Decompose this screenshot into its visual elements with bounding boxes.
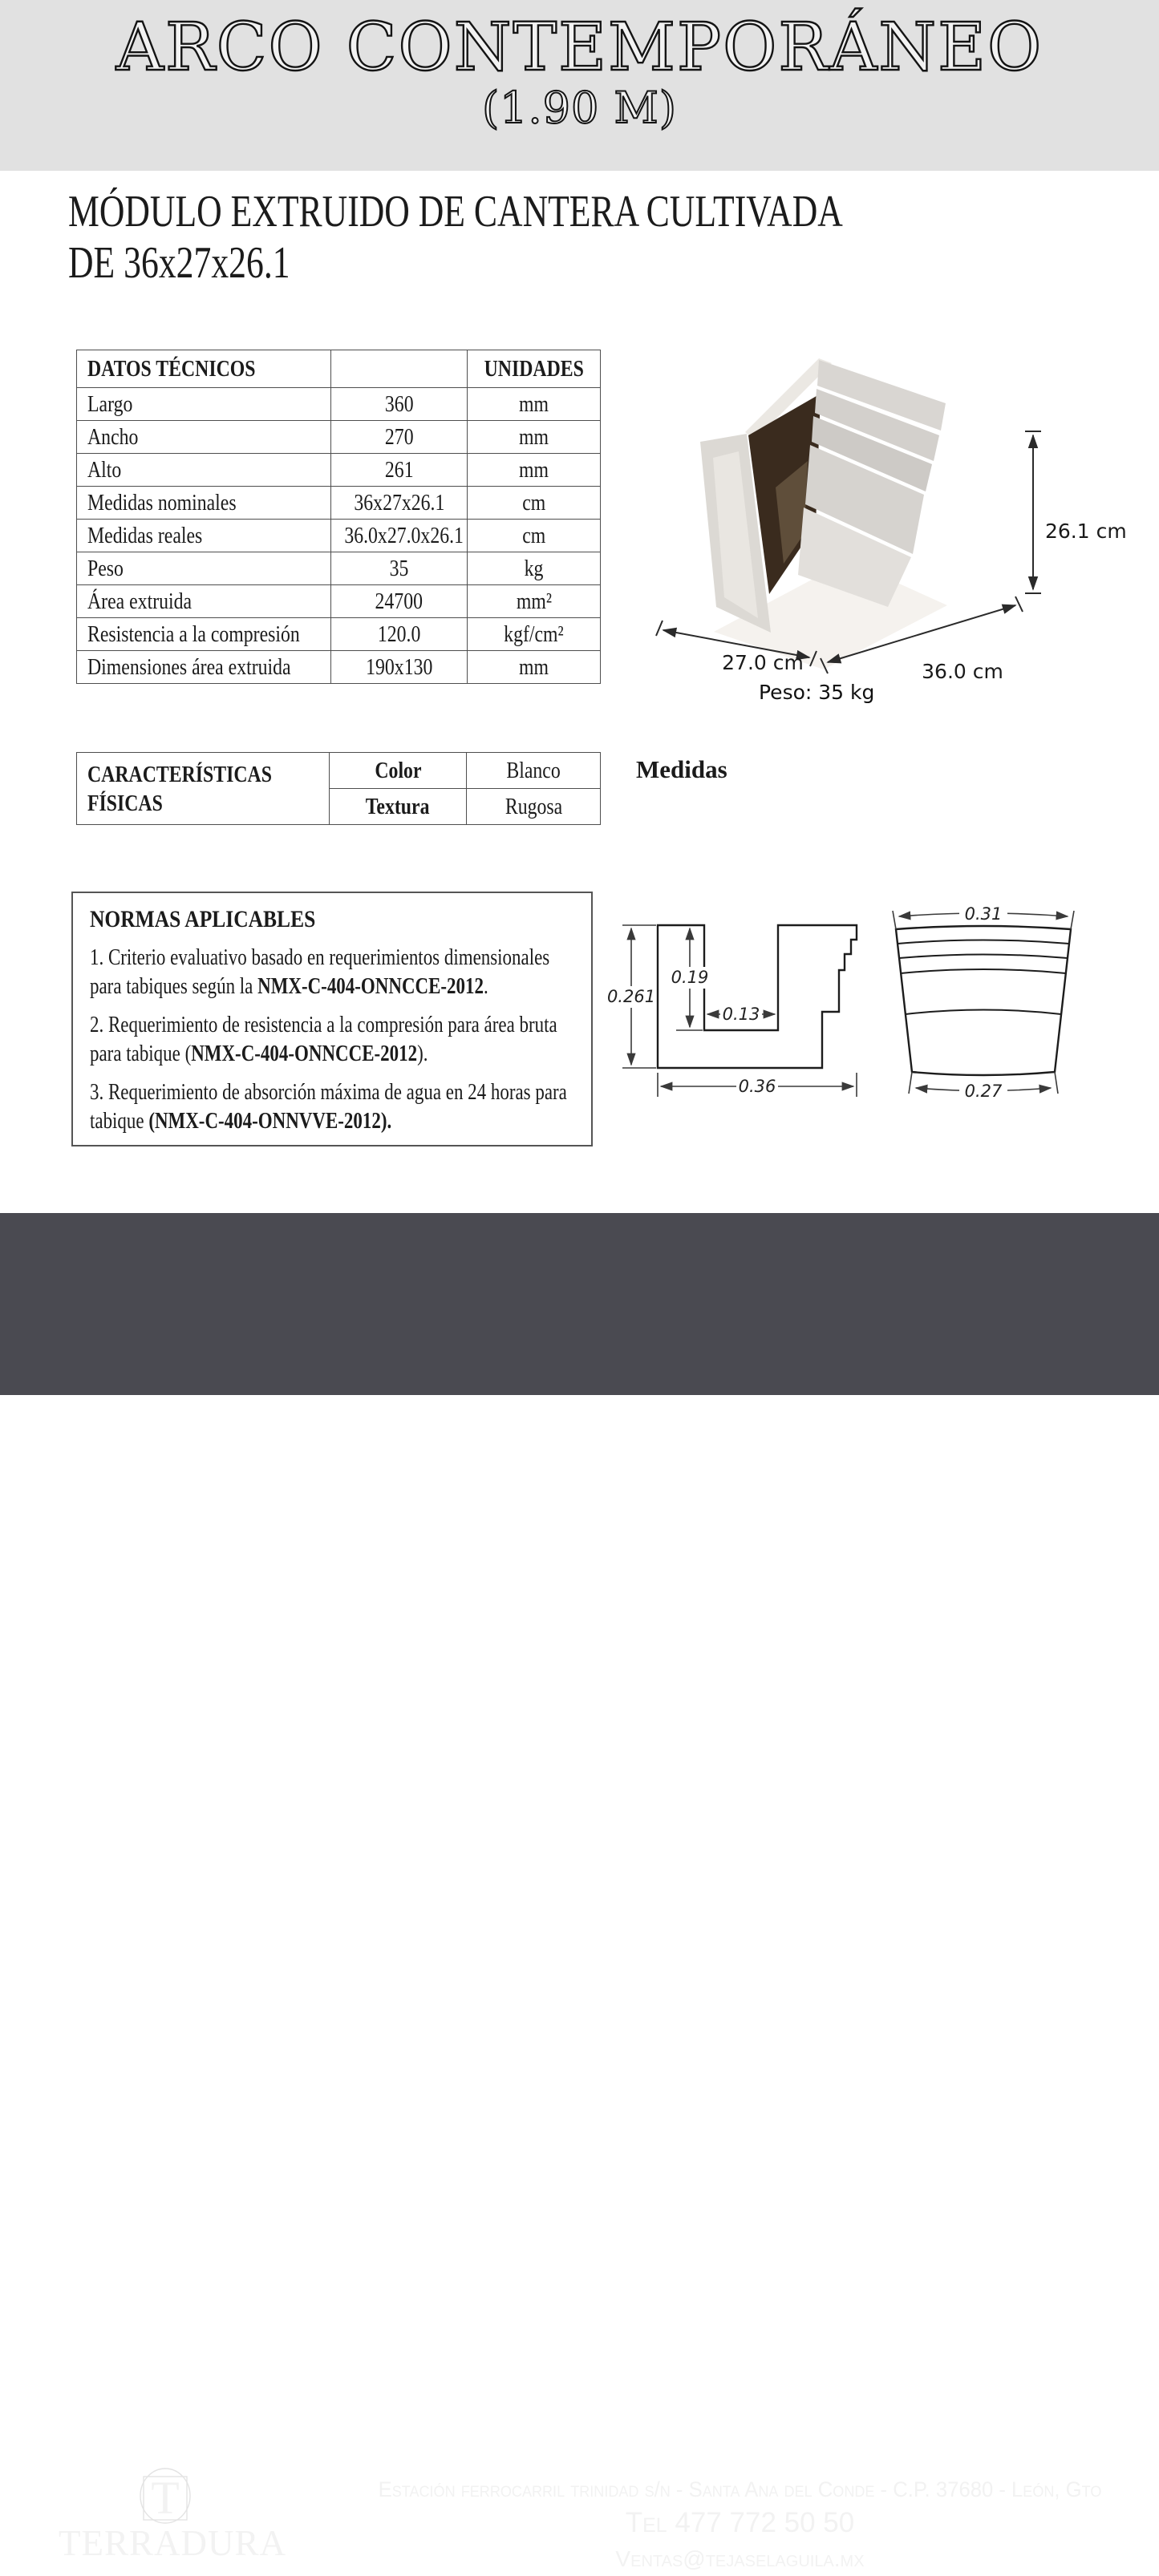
tech-value-cell: 360 — [331, 388, 468, 421]
tech-value-cell: 24700 — [331, 585, 468, 618]
tech-unit-cell: mm — [468, 388, 601, 421]
normas-box — [71, 892, 593, 1146]
depth-dimension-label: 27.0 cm — [722, 651, 804, 674]
tech-value-cell: 120.0 — [331, 618, 468, 651]
tech-unit-cell: cm — [468, 520, 601, 552]
arch-module-illustration — [700, 358, 947, 669]
tech-label-cell: Medidas reales — [77, 520, 331, 552]
texture-value-cell: Rugosa — [467, 789, 601, 825]
cross-section-profile — [658, 925, 857, 1068]
color-label-cell: Color — [330, 753, 467, 789]
product-photo — [646, 323, 1127, 708]
tech-value-cell: 36x27x26.1 — [331, 487, 468, 520]
tech-unit-cell: mm — [468, 651, 601, 684]
tech-table-empty-header — [331, 350, 468, 388]
tech-value-cell: 190x130 — [331, 651, 468, 684]
brand-name: TERRADURA — [58, 2523, 286, 2563]
table-header-row — [77, 350, 601, 388]
tech-label-cell: Alto — [77, 454, 331, 487]
table-row — [77, 487, 601, 520]
page-title: ARCO CONTEMPORÁNEO — [115, 10, 1044, 86]
tech-table-units-header: UNIDADES — [468, 350, 601, 388]
overall-height-label: 0.261 — [606, 987, 656, 1006]
texture-label-cell: Textura — [330, 789, 467, 825]
footer-address: Estación ferrocarril trinidad s/n - Santa Ana del Conde - C.P. 37680 - León, Gto — [378, 2477, 1102, 2501]
footer-contact-block — [325, 2475, 1155, 2576]
table-row — [77, 520, 601, 552]
front-view-drawing — [876, 884, 1159, 1155]
tech-unit-cell: mm — [468, 421, 601, 454]
footer-band — [0, 1213, 1159, 2571]
header-band — [0, 0, 1159, 171]
physical-characteristics-table — [76, 752, 601, 825]
product-name — [68, 186, 843, 289]
table-row — [77, 618, 601, 651]
page-subtitle: (1.90 M) — [482, 83, 677, 133]
normas-title: NORMAS APLICABLES — [90, 906, 316, 932]
terradura-logo — [112, 2441, 233, 2528]
top-width-label: 0.31 — [964, 904, 1003, 924]
tech-unit-cell: cm — [468, 487, 601, 520]
tech-unit-cell: kgf/cm² — [468, 618, 601, 651]
tech-label-cell: Peso — [77, 552, 331, 585]
tech-value-cell: 261 — [331, 454, 468, 487]
tech-label-cell: Dimensiones área extruida — [77, 651, 331, 684]
overall-width-label: 0.36 — [738, 1077, 776, 1096]
tech-unit-cell: mm — [468, 454, 601, 487]
table-row — [77, 388, 601, 421]
tech-label-cell: Resistencia a la compresión — [77, 618, 331, 651]
norma-item: 1. Criterio evaluativo basado en requerimientos dimensionales para tabiques según la NMX-C-404-ONNCCE-2012. — [90, 945, 550, 999]
table-row — [77, 585, 601, 618]
product-name-line1: MÓDULO EXTRUIDO DE CANTERA CULTIVADA — [68, 187, 843, 237]
channel-width-label: 0.13 — [722, 1005, 760, 1024]
tech-label-cell: Medidas nominales — [77, 487, 331, 520]
tech-table-title: DATOS TÉCNICOS — [77, 350, 331, 388]
footer-phone: Tel 477 772 50 50 — [625, 2507, 855, 2538]
technical-data-table — [76, 350, 601, 684]
table-row — [77, 651, 601, 684]
tech-label-cell: Área extruida — [77, 585, 331, 618]
norma-item: 3. Requerimiento de absorción máxima de agua en 24 horas para tabique (NMX-C-404-ONNVVE-2012). — [90, 1080, 567, 1134]
bottom-width-label: 0.27 — [964, 1082, 1003, 1101]
tech-label-cell: Largo — [77, 388, 331, 421]
logo-letter: T — [151, 2472, 180, 2524]
tech-value-cell: 35 — [331, 552, 468, 585]
product-name-line2: DE 36x27x26.1 — [68, 238, 290, 288]
tech-label-cell: Ancho — [77, 421, 331, 454]
table-row — [77, 753, 601, 789]
height-dimension-arrow — [1025, 431, 1041, 593]
table-row — [77, 454, 601, 487]
table-row — [77, 552, 601, 585]
physical-table-title: CARACTERÍSTICAS FÍSICAS — [77, 753, 330, 825]
norma-item: 2. Requerimiento de resistencia a la compresión para área bruta para tabique (NMX-C-404-ONNCCE-2012). — [90, 1013, 557, 1066]
cross-section-drawing — [594, 884, 882, 1152]
tech-unit-cell: mm² — [468, 585, 601, 618]
tech-value-cell: 270 — [331, 421, 468, 454]
wall-height-label: 0.19 — [671, 968, 709, 987]
color-value-cell: Blanco — [467, 753, 601, 789]
weight-label: Peso: 35 kg — [759, 681, 875, 704]
tech-unit-cell: kg — [468, 552, 601, 585]
height-dimension-label: 26.1 cm — [1045, 520, 1127, 543]
width-dimension-label: 36.0 cm — [922, 660, 1003, 683]
table-row — [77, 421, 601, 454]
footer-email: Ventas@tejaselaguila.mx — [615, 2546, 865, 2571]
tech-value-cell: 36.0x27.0x26.1 — [331, 520, 468, 552]
front-view-outline — [896, 926, 1071, 1075]
medidas-heading: Medidas — [636, 755, 727, 783]
